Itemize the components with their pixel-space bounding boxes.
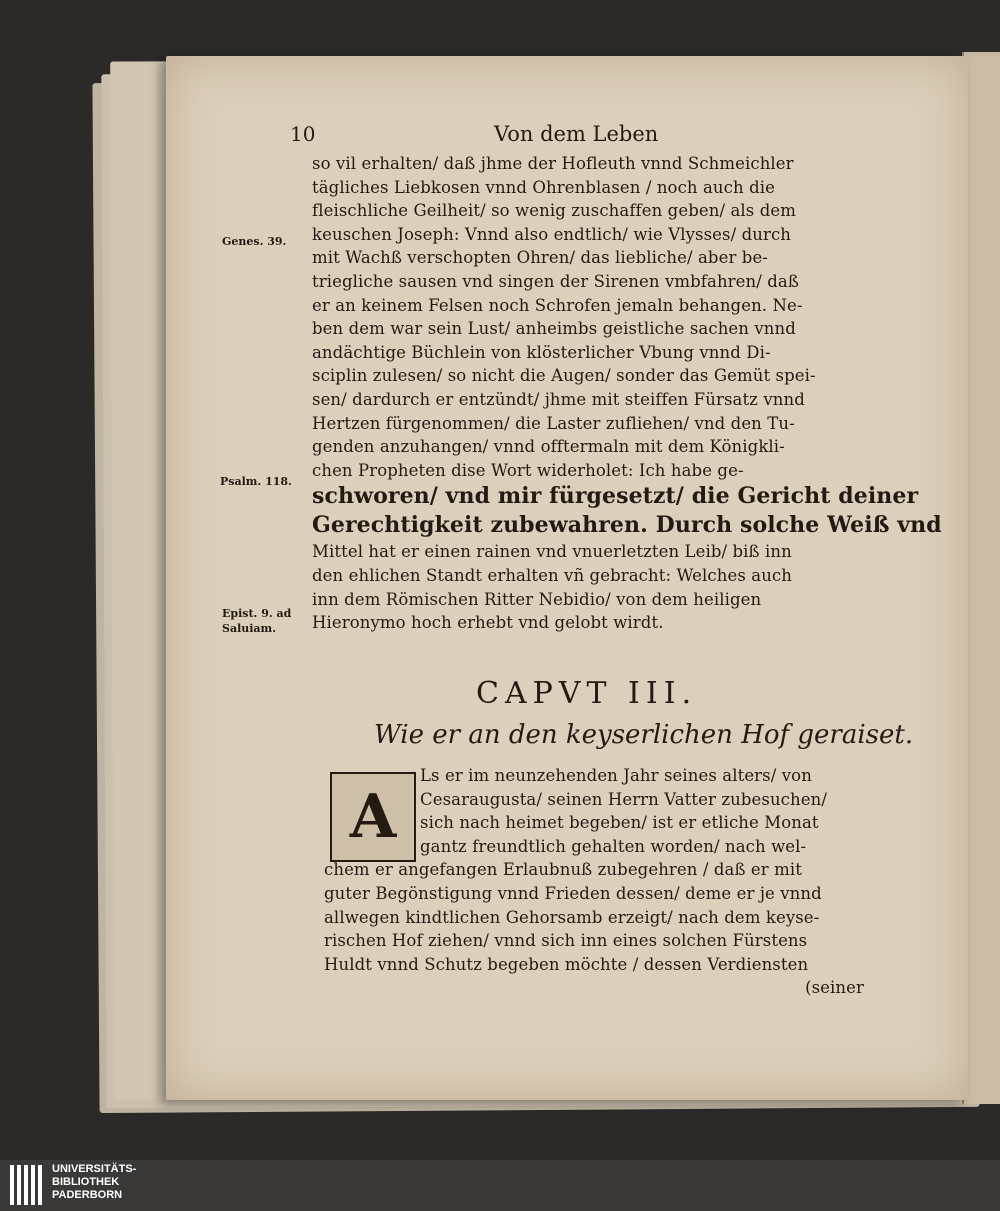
text-line: Gerechtigkeit zubewahren. Durch solche Weiß vnd [312,512,942,539]
chapter-text [324,764,864,1000]
margin-note: Genes. 39. [222,235,287,248]
text-line: den ehlichen Standt erhalten vñ gebracht: Welches auch [312,565,792,585]
text-line: Hertzen fürgenommen/ die Laster zufliehen/ vnd den Tu- [312,413,795,433]
page-number: 10 [290,122,316,146]
text-line: Huldt vnnd Schutz begeben möchte / dessen Verdiensten [324,954,809,974]
text-line: sciplin zulesen/ so nicht die Augen/ sonder das Gemüt spei- [312,366,816,386]
text-line: keuschen Joseph: Vnnd also endtlich/ wie Vlysses/ durch [312,224,792,244]
logo-bar [24,1165,28,1205]
text-line: Mittel hat er einen rainen vnd vnuerletzten Leib/ biß inn [312,542,792,562]
text-line: gantz freundtlich gehalten worden/ nach wel- [420,836,807,856]
book-page [166,56,968,1100]
text-line: ben dem war sein Lust/ anheimbs geistliche sachen vnnd [312,319,796,339]
running-head: Von dem Leben [494,122,659,146]
text-line: genden anzuhangen/ vnnd offtermaln mit dem Königkli- [312,437,785,457]
text-line: tägliches Liebkosen vnnd Ohrenblasen / noch auch die [312,177,775,197]
text-line: guter Begönstigung vnnd Frieden dessen/ deme er je vnnd [324,883,822,903]
text-line: schworen/ vnd mir fürgesetzt/ die Gericht deiner [312,483,919,510]
text-line: sen/ dardurch er entzündt/ jhme mit steiffen Fürsatz vnnd [312,389,805,409]
catchword: (seiner [805,978,864,998]
chapter-title: Wie er an den keyserlichen Hof geraiset. [374,720,914,750]
text-line: Ls er im neunzehenden Jahr seines alters/ von [420,766,812,785]
text-line: Cesaraugusta/ seinen Herrn Vatter zubesuchen/ [420,789,828,809]
text-line: triegliche sausen vnd singen der Sirenen vmbfahren/ daß [312,271,799,291]
logo-bar [31,1165,35,1205]
text-line: andächtige Büchlein von klösterlicher Vbung vnnd Di- [312,342,771,362]
text-line: er an keinem Felsen noch Schrofen jemaln behangen. Ne- [312,295,803,315]
text-line: chen Propheten dise Wort widerholet: Ich habe ge- [312,460,744,480]
text-line: so vil erhalten/ daß jhme der Hofleuth vnnd Schmeichler [312,154,794,173]
text-line: chem er angefangen Erlaubnuß zubegehren / daß er mit [324,860,802,880]
library-name-line: BIBLIOTHEK [52,1176,120,1188]
text-line: rischen Hof ziehen/ vnnd sich inn eines solchen Fürstens [324,931,808,951]
chapter-heading: CAPVT III. [476,676,698,711]
margin-note-line: Epist. 9. ad [222,607,292,620]
text-line: sich nach heimet begeben/ ist er etliche Monat [420,813,819,833]
text-line: Hieronymo hoch erhebt vnd gelobt wirdt. [312,613,664,633]
library-logo-icon [10,1165,46,1205]
library-name-line: UNIVERSITÄTS- [52,1163,137,1175]
body-text [312,152,942,635]
text-line: mit Wachß verschopten Ohren/ das liebliche/ aber be- [312,248,768,268]
margin-note: Psalm. 118. [220,475,292,488]
logo-bar [38,1165,42,1205]
text-line: fleischliche Geilheit/ so wenig zuschaffen geben/ als dem [312,201,796,221]
text-line: inn dem Römischen Ritter Nebidio/ von dem heiligen [312,589,762,609]
logo-bar [10,1165,14,1205]
initial-letter: A [349,782,397,852]
margin-note-line: Saluiam. [222,622,277,635]
footer-bar [0,1160,1000,1211]
margin-note [222,606,291,636]
library-name-line: PADERBORN [52,1189,123,1201]
library-name [52,1163,136,1202]
text-line: allwegen kindtlichen Gehorsamb erzeigt/ nach dem keyse- [324,907,820,927]
logo-bar [17,1165,21,1205]
